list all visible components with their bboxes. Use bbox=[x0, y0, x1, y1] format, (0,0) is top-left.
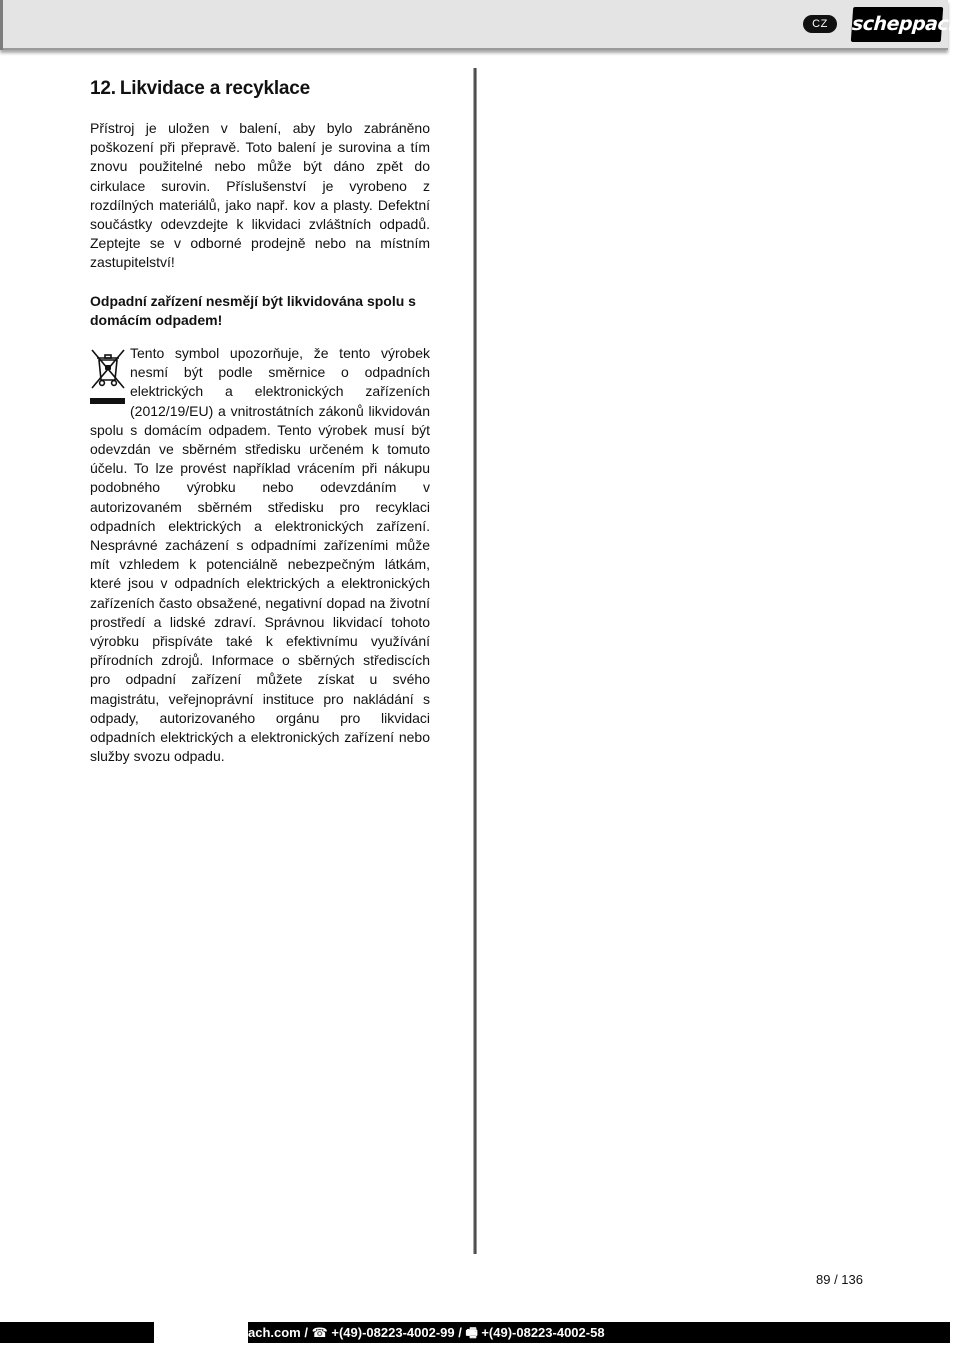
column-divider bbox=[473, 68, 477, 1254]
footer-contact bbox=[248, 1322, 796, 1343]
weee-paragraph: Tento symbol upozorňuje, že tento výrobek nesmí být podle směrnice o odpadních elektrických a elektronických zařízeních (2012/19/EU) a vnitrostátních zákonů likvidován spolu s domácím odpadem. Tento výrobek musí být odevzdán ve sběrném středisku určeném k tomuto účelu. To lze provést například vrácením při nákupu podobného výrobku nebo odevzdáním v autorizovaném sběrném středisku pro recyklaci odpadních elektrických a elektronických zařízení. Nesprávné zacházení s odpadními zařízeními může mít vzhledem k potenciálně nebezpečným látkám, které jsou v odpadních elektrických a elektronických zařízeních často obsažené, negativní dopad na životní prostředí a lidské zdraví. Správnou likvidací tohoto výrobku přispíváte také k efektivnímu využívání přírodních zdrojů. Informace o sběrných střediscích pro odpadní zařízení můžete získat u svého magistrátu, veřejnoprávní instituce pro nakládání s odpady, autorizovaného orgánu pro likvidaci odpadních elektrických a elektronických zařízení nebo služby svozu odpadu. bbox=[90, 345, 430, 765]
section-title-text: Likvidace a recyklace bbox=[119, 78, 310, 99]
left-column bbox=[90, 76, 430, 767]
footer-contact-text: ach.com / ☎ +(49)-08223-4002-99 / 🖷 +(49)-08223-4002-58 bbox=[248, 1325, 605, 1340]
crossed-out-wheelie-bin-icon bbox=[90, 346, 128, 408]
brand-logo: scheppach bbox=[851, 7, 943, 42]
header-edge-decoration bbox=[0, 0, 3, 50]
footer-gap bbox=[154, 1322, 248, 1343]
language-badge: CZ bbox=[803, 15, 837, 33]
intro-paragraph: Přístroj je uložen v balení, aby bylo zabráněno poškození při přepravě. Toto balení je surovina a tím znovu použitelné nebo může být dáno zpět do cirkulace surovin. Příslušenství je vyrobeno z rozdílných materiálů, jako např. kov a plasty. Defektní součástky odevzdejte k likvidaci zvláštních odpadů. Zeptejte se v odborné prodejně nebo na místním zastupitelství! bbox=[90, 120, 430, 271]
section-number: 12. bbox=[90, 78, 116, 99]
weee-bar bbox=[90, 398, 125, 404]
section-title bbox=[90, 76, 430, 102]
weee-block bbox=[90, 344, 430, 766]
page-number: 89 / 136 bbox=[816, 1272, 863, 1287]
warning-heading: Odpadní zařízení nesmějí být likvidována spolu s domácím odpadem! bbox=[90, 292, 416, 328]
